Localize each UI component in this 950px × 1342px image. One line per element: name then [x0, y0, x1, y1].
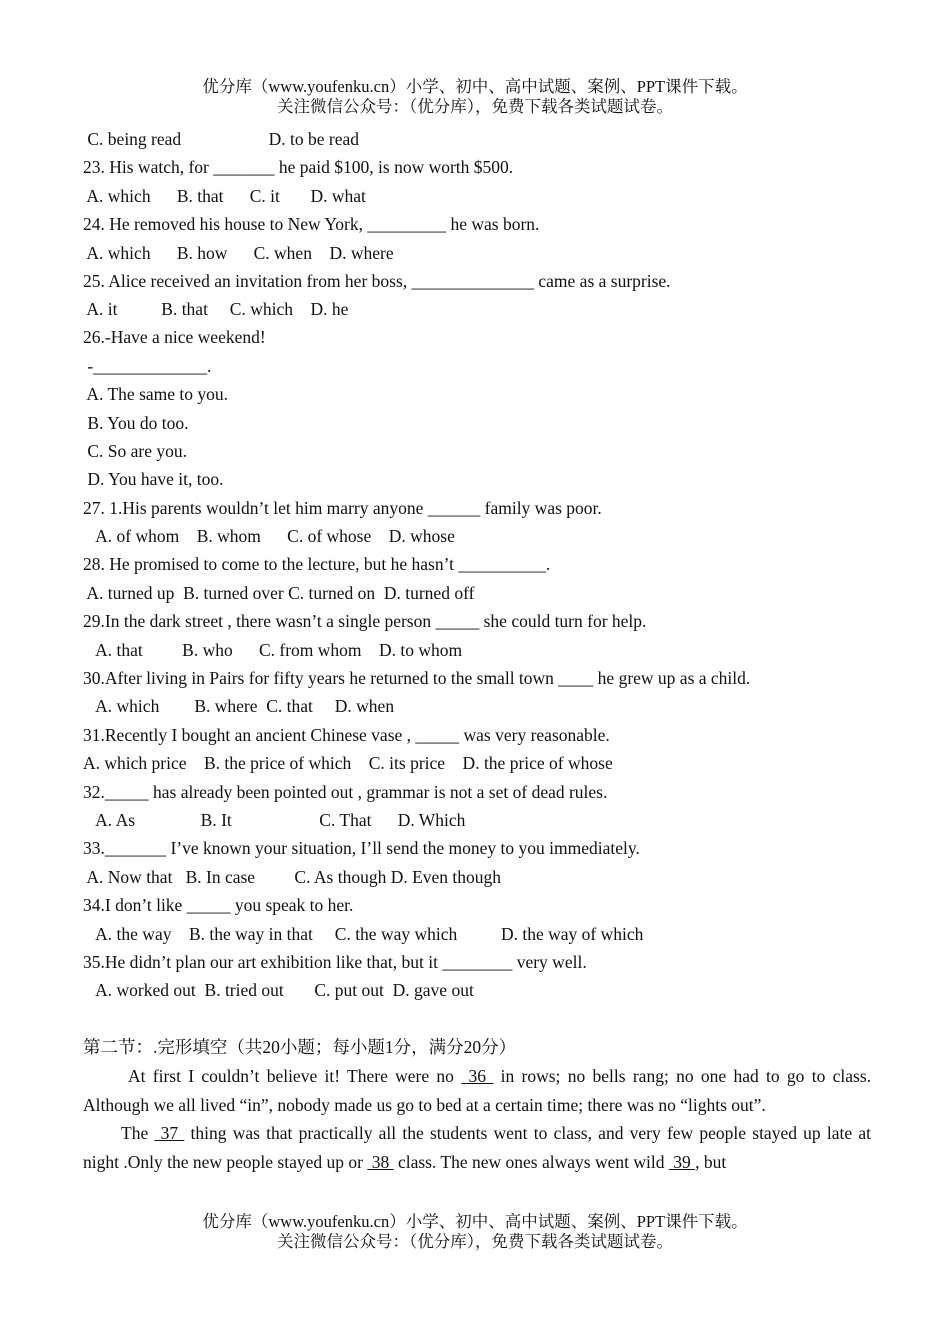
question-line: 33._______ I’ve known your situation, I’ll send the money to you immediately.	[83, 838, 640, 858]
question-line: 31.Recently I bought an ancient Chinese vase , _____ was very reasonable.	[83, 725, 610, 745]
question-line: 34.I don’t like _____ you speak to her.	[83, 895, 354, 915]
question-line: 23. His watch, for _______ he paid $100, is now worth $500.	[83, 157, 514, 177]
header-line-1: 优分库（www.youfenku.cn）小学、初中、高中试题、案例、PPT课件下载。	[202, 77, 748, 96]
passage-text: , but	[695, 1151, 727, 1172]
question-line: 35.He didn’t plan our art exhibition like that, but it ________ very well.	[83, 952, 587, 972]
header-line-2: 关注微信公众号：（优分库），免费下载各类试题试卷。	[277, 97, 673, 116]
question-line: 26.-Have a nice weekend!	[83, 327, 266, 347]
cloze-passage	[83, 1062, 871, 1176]
passage-text: thing was that practically all the students went to class, and very few people stayed up late at night .Only the new people stayed up or	[83, 1123, 871, 1172]
question-line: 27. 1.His parents wouldn’t let him marry anyone ______ family was poor.	[83, 498, 602, 518]
question-line: A. the way B. the way in that C. the way which D. the way of which	[83, 924, 644, 944]
question-line: A. which price B. the price of which C. its price D. the price of whose	[83, 753, 613, 773]
question-line: D. You have it, too.	[83, 469, 224, 489]
footer-line-1: 优分库（www.youfenku.cn）小学、初中、高中试题、案例、PPT课件下载。	[202, 1212, 748, 1231]
passage-paragraph-2	[83, 1119, 871, 1176]
question-line: A. of whom B. whom C. of whose D. whose	[83, 526, 455, 546]
question-line: C. So are you.	[83, 441, 188, 461]
passage-text: The	[121, 1123, 155, 1144]
question-line: A. worked out B. tried out C. put out D. gave out	[83, 980, 474, 1000]
section-heading: 第二节：.完形填空（共20小题；每小题1分，满分20分）	[83, 1037, 517, 1057]
question-line: A. turned up B. turned over C. turned on D. turned off	[83, 583, 475, 603]
question-line: 24. He removed his house to New York, _________ he was born.	[83, 214, 540, 234]
passage-text: in rows; no bells rang; no one had to go to class. Although we all lived “in”, nobody made us go to bed at a certain time; there was no “lights out”.	[83, 1066, 872, 1115]
footer-line-2: 关注微信公众号：（优分库），免费下载各类试题试卷。	[277, 1232, 673, 1251]
question-line: 30.After living in Pairs for fifty years he returned to the small town ____ he grew up as a child.	[83, 668, 751, 688]
question-line: A. Now that B. In case C. As though D. Even though	[83, 867, 502, 887]
question-line: 25. Alice received an invitation from her boss, ______________ came as a surprise.	[83, 271, 671, 291]
passage-text: class. The new ones always went wild	[393, 1151, 669, 1172]
page-header	[0, 77, 950, 117]
question-line: A. it B. that C. which D. he	[83, 299, 349, 319]
question-line: B. You do too.	[83, 413, 189, 433]
page-footer	[0, 1212, 950, 1252]
blank-39: 39	[668, 1151, 696, 1172]
blank-38: 38	[367, 1151, 394, 1172]
question-line: A. which B. that C. it D. what	[83, 186, 366, 206]
question-line: A. that B. who C. from whom D. to whom	[83, 640, 463, 660]
question-line: A. which B. where C. that D. when	[83, 696, 395, 716]
question-line: A. As B. It C. That D. Which	[83, 810, 466, 830]
question-line: 28. He promised to come to the lecture, but he hasn’t __________.	[83, 554, 551, 574]
question-line: 29.In the dark street , there wasn’t a single person _____ she could turn for help.	[83, 611, 647, 631]
question-line: C. being read D. to be read	[83, 129, 360, 149]
question-line: A. The same to you.	[83, 384, 229, 404]
passage-text: At first I couldn’t believe it! There were no	[128, 1066, 462, 1086]
question-line: 32._____ has already been pointed out , grammar is not a set of dead rules.	[83, 782, 608, 802]
passage-paragraph-1	[83, 1062, 871, 1119]
question-line: -_____________.	[83, 356, 212, 376]
question-line: A. which B. how C. when D. where	[83, 243, 394, 263]
blank-37: 37	[154, 1123, 185, 1144]
blank-36: 36	[461, 1066, 494, 1086]
